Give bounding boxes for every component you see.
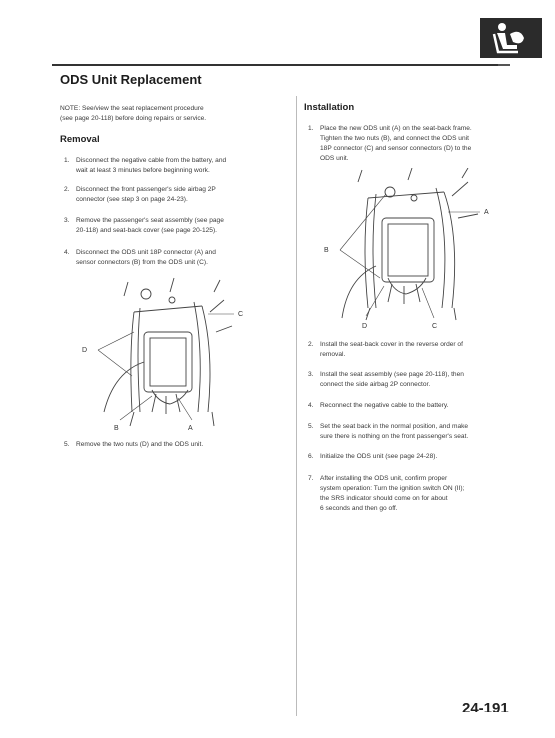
removal-heading: Removal [60,134,100,145]
note-text [60,104,206,124]
label-c: C [432,323,438,330]
installation-heading: Installation [304,102,355,113]
step-number: 2. [308,341,314,348]
step-line: system operation: Turn the ignition switch ON (II); [320,485,465,492]
step-number: 7. [308,475,314,482]
seat-frame-drawing [342,168,478,320]
step-number: 2. [64,186,70,193]
note-line-2: (see page 20-118) before doing repairs or service. [60,115,207,122]
step-line: Tighten the two nuts (B), and connect the ODS unit [320,135,469,142]
label-a: A [188,425,193,432]
callout-leaders [340,194,480,318]
step-line: 18P connector (C) and sensor connectors (D) to the [320,145,472,152]
step-line: Remove the two nuts (D) and the ODS unit. [76,441,204,448]
step-number: 5. [64,441,70,448]
step-number: 4. [308,402,314,409]
removal-figure [74,272,264,432]
step-line: Disconnect the ODS unit 18P connector (A) and [76,249,216,256]
step-line: connector (see step 3 on page 24-23). [76,196,188,203]
label-d: D [82,347,88,354]
step-line: Remove the passenger's seat assembly (see page [76,217,224,224]
step-number: 1. [308,125,314,132]
step-number: 5. [308,423,314,430]
step-line: sensor connectors (B) from the ODS unit (C). [76,259,208,266]
step-line: Set the seat back in the normal position, and make [320,423,469,430]
header-badge [480,18,542,58]
step-line: Initialize the ODS unit (see page 24-28). [320,453,438,460]
column-divider [296,96,297,716]
installation-figure [318,168,508,333]
label-d: D [362,323,368,330]
step-line: sure there is nothing on the front passenger's seat. [320,433,469,440]
header-rule [52,64,508,66]
page-title: ODS Unit Replacement [60,72,202,87]
step-line: 6 seconds and then go off. [320,505,398,512]
step-line: 20-118) and seat-back cover (see page 20-125). [76,227,217,234]
step-number: 3. [308,371,314,378]
step-line: Reconnect the negative cable to the battery. [320,402,449,409]
step-line: After installing the ODS unit, confirm proper [320,475,448,482]
header-rule-right [498,64,510,66]
label-c: C [238,311,244,318]
seat-frame-drawing [104,278,232,426]
step-line: wait at least 3 minutes before beginning work. [76,167,210,174]
step-line: the SRS indicator should come on for about [320,495,448,502]
seat-airbag-icon [480,18,542,58]
step-line: Install the seat-back cover in the reverse order of [320,341,463,348]
step-line: connect the side airbag 2P connector. [320,381,431,388]
label-b: B [114,425,119,432]
label-a: A [484,209,489,216]
note-line-1: NOTE: See/view the seat replacement procedure [60,105,204,112]
step-line: Disconnect the front passenger's side airbag 2P [76,186,216,193]
step-line: Install the seat assembly (see page 20-118), then [320,371,464,378]
step-number: 6. [308,453,314,460]
step-line: removal. [320,351,346,358]
step-number: 3. [64,217,70,224]
step-number: 4. [64,249,70,256]
label-b: B [324,247,329,254]
step-line: Place the new ODS unit (A) on the seat-back frame. [320,125,472,132]
step-number: 1. [64,157,70,164]
page-number: 24-191 [462,700,509,712]
step-line: ODS unit. [320,155,349,162]
step-line: Disconnect the negative cable from the battery, and [76,157,227,164]
